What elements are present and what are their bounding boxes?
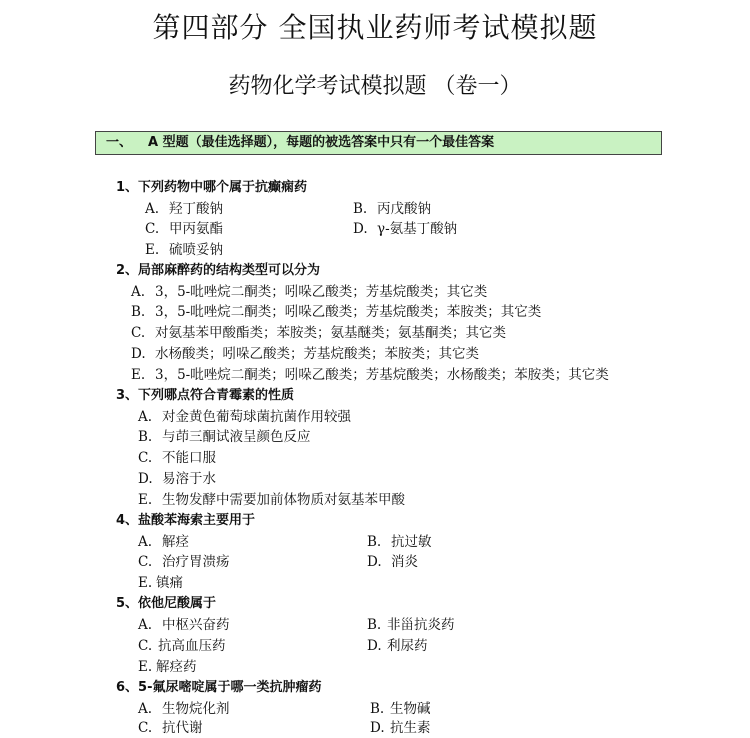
option-d xyxy=(370,718,431,738)
option-letter: B. xyxy=(138,429,153,445)
option-letter: E. xyxy=(138,575,153,591)
option-letter: C. xyxy=(138,638,153,654)
option-text: 生物烷化剂 xyxy=(162,701,230,717)
option-text: 解痉药 xyxy=(156,659,197,675)
option-d xyxy=(353,219,457,239)
exam-title: 药物化学考试模拟题 （卷一） xyxy=(228,74,522,99)
option-text: 生物碱 xyxy=(390,701,431,717)
option-a xyxy=(138,407,351,427)
question-stem: 1、下列药物中哪个属于抗癫痫药 xyxy=(116,180,308,195)
option-a xyxy=(131,282,487,302)
option-letter: A. xyxy=(145,201,160,217)
option-b xyxy=(131,302,541,322)
option-c xyxy=(145,219,223,239)
option-letter: A. xyxy=(138,534,153,550)
option-letter: D. xyxy=(370,720,385,736)
option-text: 与茚三酮试液呈颜色反应 xyxy=(162,429,311,445)
option-d xyxy=(131,344,479,364)
option-text: 3，5-吡唑烷二酮类；吲哚乙酸类；芳基烷酸类；水杨酸类；苯胺类；其它类 xyxy=(155,367,609,383)
option-letter: C. xyxy=(138,554,153,570)
option-b xyxy=(367,532,432,552)
option-e xyxy=(138,657,197,677)
option-text: 3，5-吡唑烷二酮类；吲哚乙酸类；芳基烷酸类；其它类 xyxy=(155,284,488,300)
option-c xyxy=(138,718,203,738)
option-e xyxy=(138,490,405,510)
option-b xyxy=(370,699,431,719)
option-letter: C. xyxy=(138,720,153,736)
option-text: 不能口服 xyxy=(162,450,216,466)
option-a xyxy=(138,699,230,719)
option-text: 消炎 xyxy=(391,554,418,570)
option-text: 抗生素 xyxy=(390,720,431,736)
option-letter: D. xyxy=(367,554,382,570)
option-a xyxy=(138,615,230,635)
option-e xyxy=(145,240,223,260)
option-letter: A. xyxy=(138,617,153,633)
option-letter: A. xyxy=(131,284,146,300)
option-d xyxy=(138,469,216,489)
option-c xyxy=(138,448,216,468)
option-c xyxy=(131,323,506,343)
option-letter: E. xyxy=(138,659,153,675)
option-e xyxy=(138,573,183,593)
option-d xyxy=(367,552,418,572)
option-text: γ-氨基丁酸钠 xyxy=(377,221,458,237)
section-header xyxy=(95,131,662,155)
option-c xyxy=(138,636,226,656)
option-text: 镇痛 xyxy=(156,575,183,591)
option-letter: B. xyxy=(131,304,146,320)
option-text: 非甾抗炎药 xyxy=(387,617,455,633)
question-stem: 3、下列哪点符合青霉素的性质 xyxy=(116,388,295,403)
section-number: 一、 xyxy=(106,135,133,150)
option-letter: B. xyxy=(370,701,385,717)
question-stem: 2、局部麻醉药的结构类型可以分为 xyxy=(116,263,321,278)
option-b xyxy=(353,199,431,219)
option-a xyxy=(145,199,223,219)
option-letter: C. xyxy=(131,325,146,341)
option-b xyxy=(138,427,311,447)
option-text: 对金黄色葡萄球菌抗菌作用较强 xyxy=(162,409,351,425)
option-text: 中枢兴奋药 xyxy=(162,617,230,633)
option-text: 生物发酵中需要加前体物质对氨基苯甲酸 xyxy=(162,492,405,508)
option-text: 治疗胃溃疡 xyxy=(162,554,230,570)
option-letter: B. xyxy=(353,201,368,217)
option-letter: D. xyxy=(138,471,153,487)
option-letter: B. xyxy=(367,534,382,550)
question-stem: 4、盐酸苯海索主要用于 xyxy=(116,513,256,528)
option-text: 对氨基苯甲酸酯类；苯胺类；氨基醚类；氨基酮类；其它类 xyxy=(155,325,506,341)
option-letter: C. xyxy=(145,221,160,237)
option-a xyxy=(138,532,189,552)
option-text: 甲丙氨酯 xyxy=(169,221,223,237)
question-stem: 6、5-氟尿嘧啶属于哪一类抗肿瘤药 xyxy=(116,680,322,695)
option-letter: D. xyxy=(367,638,382,654)
option-letter: D. xyxy=(353,221,368,237)
option-text: 抗代谢 xyxy=(162,720,203,736)
option-letter: E. xyxy=(131,367,146,383)
option-text: 利尿药 xyxy=(387,638,428,654)
option-text: 解痉 xyxy=(162,534,189,550)
option-letter: C. xyxy=(138,450,153,466)
option-text: 水杨酸类；吲哚乙酸类；芳基烷酸类；苯胺类；其它类 xyxy=(155,346,479,362)
option-text: 丙戊酸钠 xyxy=(377,201,431,217)
option-text: 羟丁酸钠 xyxy=(169,201,223,217)
option-letter: E. xyxy=(145,242,160,258)
option-text: 抗高血压药 xyxy=(158,638,226,654)
question-stem: 5、依他尼酸属于 xyxy=(116,596,217,611)
option-letter: A. xyxy=(138,409,153,425)
option-text: 硫喷妥钠 xyxy=(169,242,223,258)
option-c xyxy=(138,552,230,572)
part-title: 第四部分 全国执业药师考试模拟题 xyxy=(152,11,598,44)
option-letter: E. xyxy=(138,492,153,508)
section-title: A 型题（最佳选择题），每题的被选答案中只有一个最佳答案 xyxy=(148,135,495,150)
option-letter: D. xyxy=(131,346,146,362)
option-b xyxy=(367,615,455,635)
option-letter: B. xyxy=(367,617,382,633)
option-text: 抗过敏 xyxy=(391,534,432,550)
option-letter: A. xyxy=(138,701,153,717)
option-d xyxy=(367,636,428,656)
option-text: 3，5-吡唑烷二酮类；吲哚乙酸类；芳基烷酸类；苯胺类；其它类 xyxy=(155,304,542,320)
option-text: 易溶于水 xyxy=(162,471,216,487)
option-e xyxy=(131,365,609,385)
